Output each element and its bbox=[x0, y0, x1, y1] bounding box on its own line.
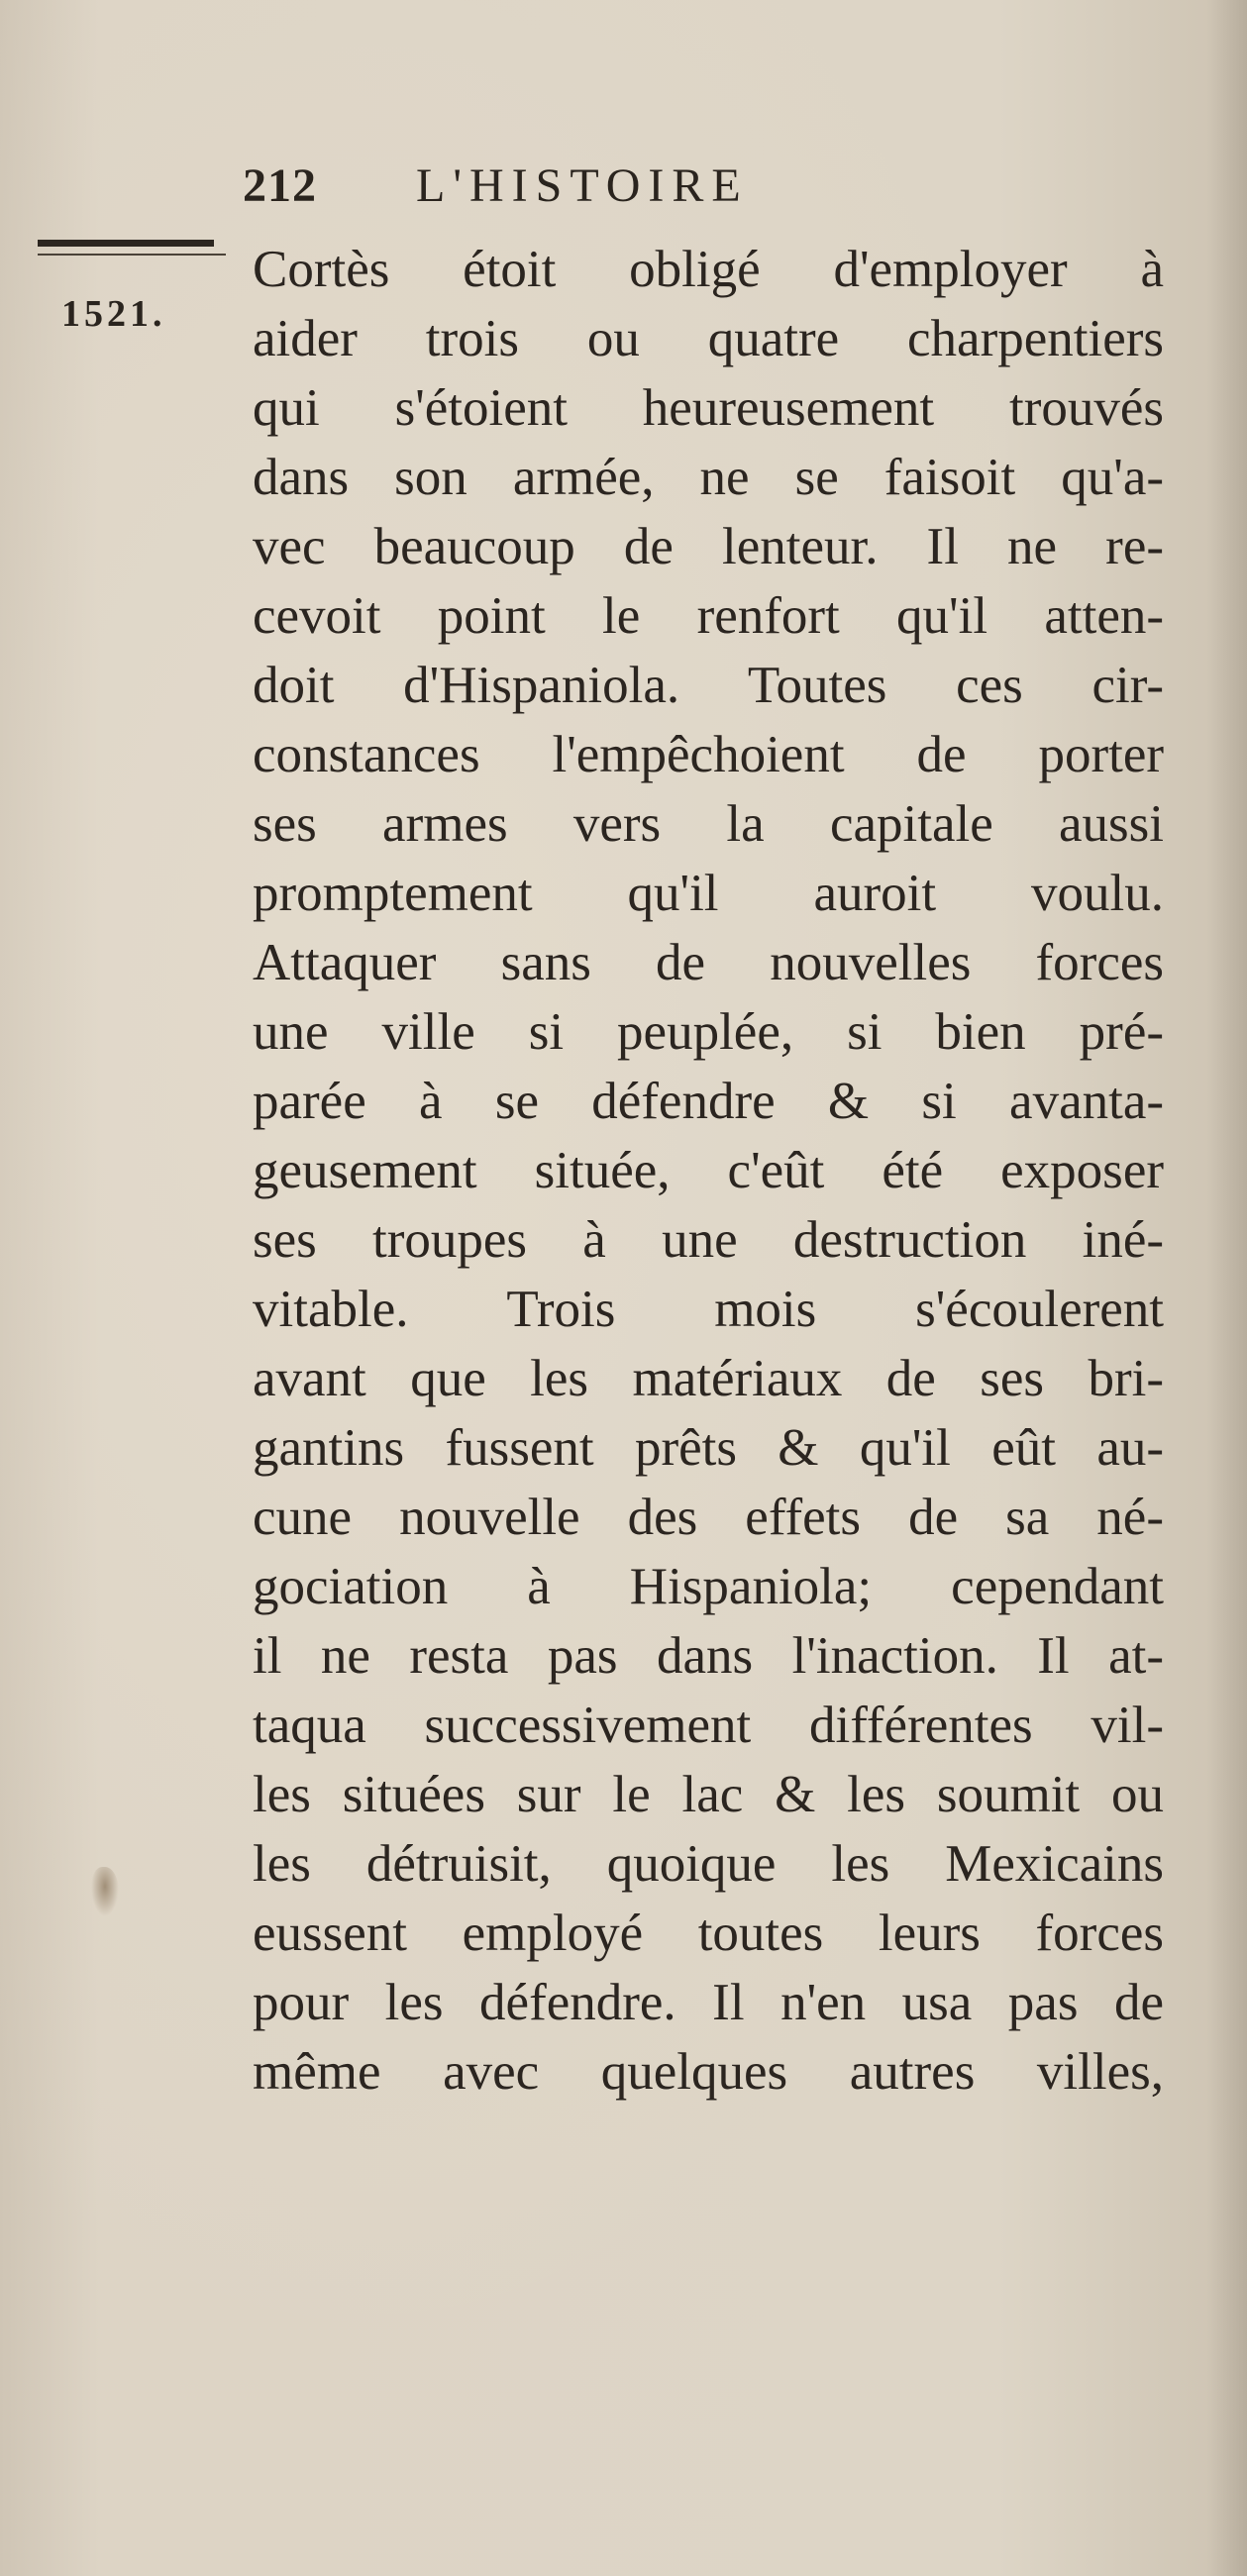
text-line: même avec quelques autres villes, bbox=[253, 2043, 1164, 2101]
text-line: il ne resta pas dans l'inaction. Il at- bbox=[253, 1627, 1164, 1685]
page-number: 212 bbox=[243, 159, 317, 212]
text-line: pour les défendre. Il n'en usa pas de bbox=[253, 1974, 1164, 2031]
text-line: dans son armée, ne se faisoit qu'a- bbox=[253, 449, 1164, 506]
text-line: vitable. Trois mois s'écoulerent bbox=[253, 1281, 1164, 1338]
text-line: gociation à Hispaniola; cependant bbox=[253, 1558, 1164, 1615]
text-line: les détruisit, quoique les Mexicains bbox=[253, 1835, 1164, 1893]
margin-year-note: 1521. bbox=[61, 293, 166, 335]
text-line: promptement qu'il auroit voulu. bbox=[253, 865, 1164, 922]
text-line: qui s'étoient heureusement trouvés bbox=[253, 379, 1164, 437]
text-line: les situées sur le lac & les soumit ou bbox=[253, 1766, 1164, 1823]
text-line: cune nouvelle des effets de sa né- bbox=[253, 1489, 1164, 1546]
text-line: geusement située, c'eût été exposer bbox=[253, 1142, 1164, 1199]
text-line: ses troupes à une destruction iné- bbox=[253, 1211, 1164, 1269]
text-line: parée à se défendre & si avanta- bbox=[253, 1073, 1164, 1130]
text-line: une ville si peuplée, si bien pré- bbox=[253, 1003, 1164, 1061]
text-line: eussent employé toutes leurs forces bbox=[253, 1905, 1164, 1962]
text-line: constances l'empêchoient de porter bbox=[253, 726, 1164, 783]
text-line: cevoit point le renfort qu'il atten- bbox=[253, 587, 1164, 645]
running-head: L'HISTOIRE bbox=[416, 159, 749, 212]
page-edge-shadow bbox=[1207, 0, 1247, 2576]
text-line: doit d'Hispaniola. Toutes ces cir- bbox=[253, 657, 1164, 714]
margin-rule bbox=[38, 240, 214, 247]
text-line: Cortès étoit obligé d'employer à bbox=[253, 241, 1164, 298]
text-line: Attaquer sans de nouvelles forces bbox=[253, 934, 1164, 991]
text-line: avant que les matériaux de ses bri- bbox=[253, 1350, 1164, 1407]
margin-rule-thin bbox=[38, 254, 226, 256]
text-line: ses armes vers la capitale aussi bbox=[253, 795, 1164, 853]
text-line: vec beaucoup de lenteur. Il ne re- bbox=[253, 518, 1164, 575]
page-header bbox=[243, 158, 749, 213]
text-line: gantins fussent prêts & qu'il eût au- bbox=[253, 1419, 1164, 1477]
ink-smudge bbox=[91, 1867, 119, 1916]
body-text bbox=[253, 235, 1164, 2107]
text-line: aider trois ou quatre charpentiers bbox=[253, 310, 1164, 367]
text-line: taqua successivement différentes vil- bbox=[253, 1697, 1164, 1754]
